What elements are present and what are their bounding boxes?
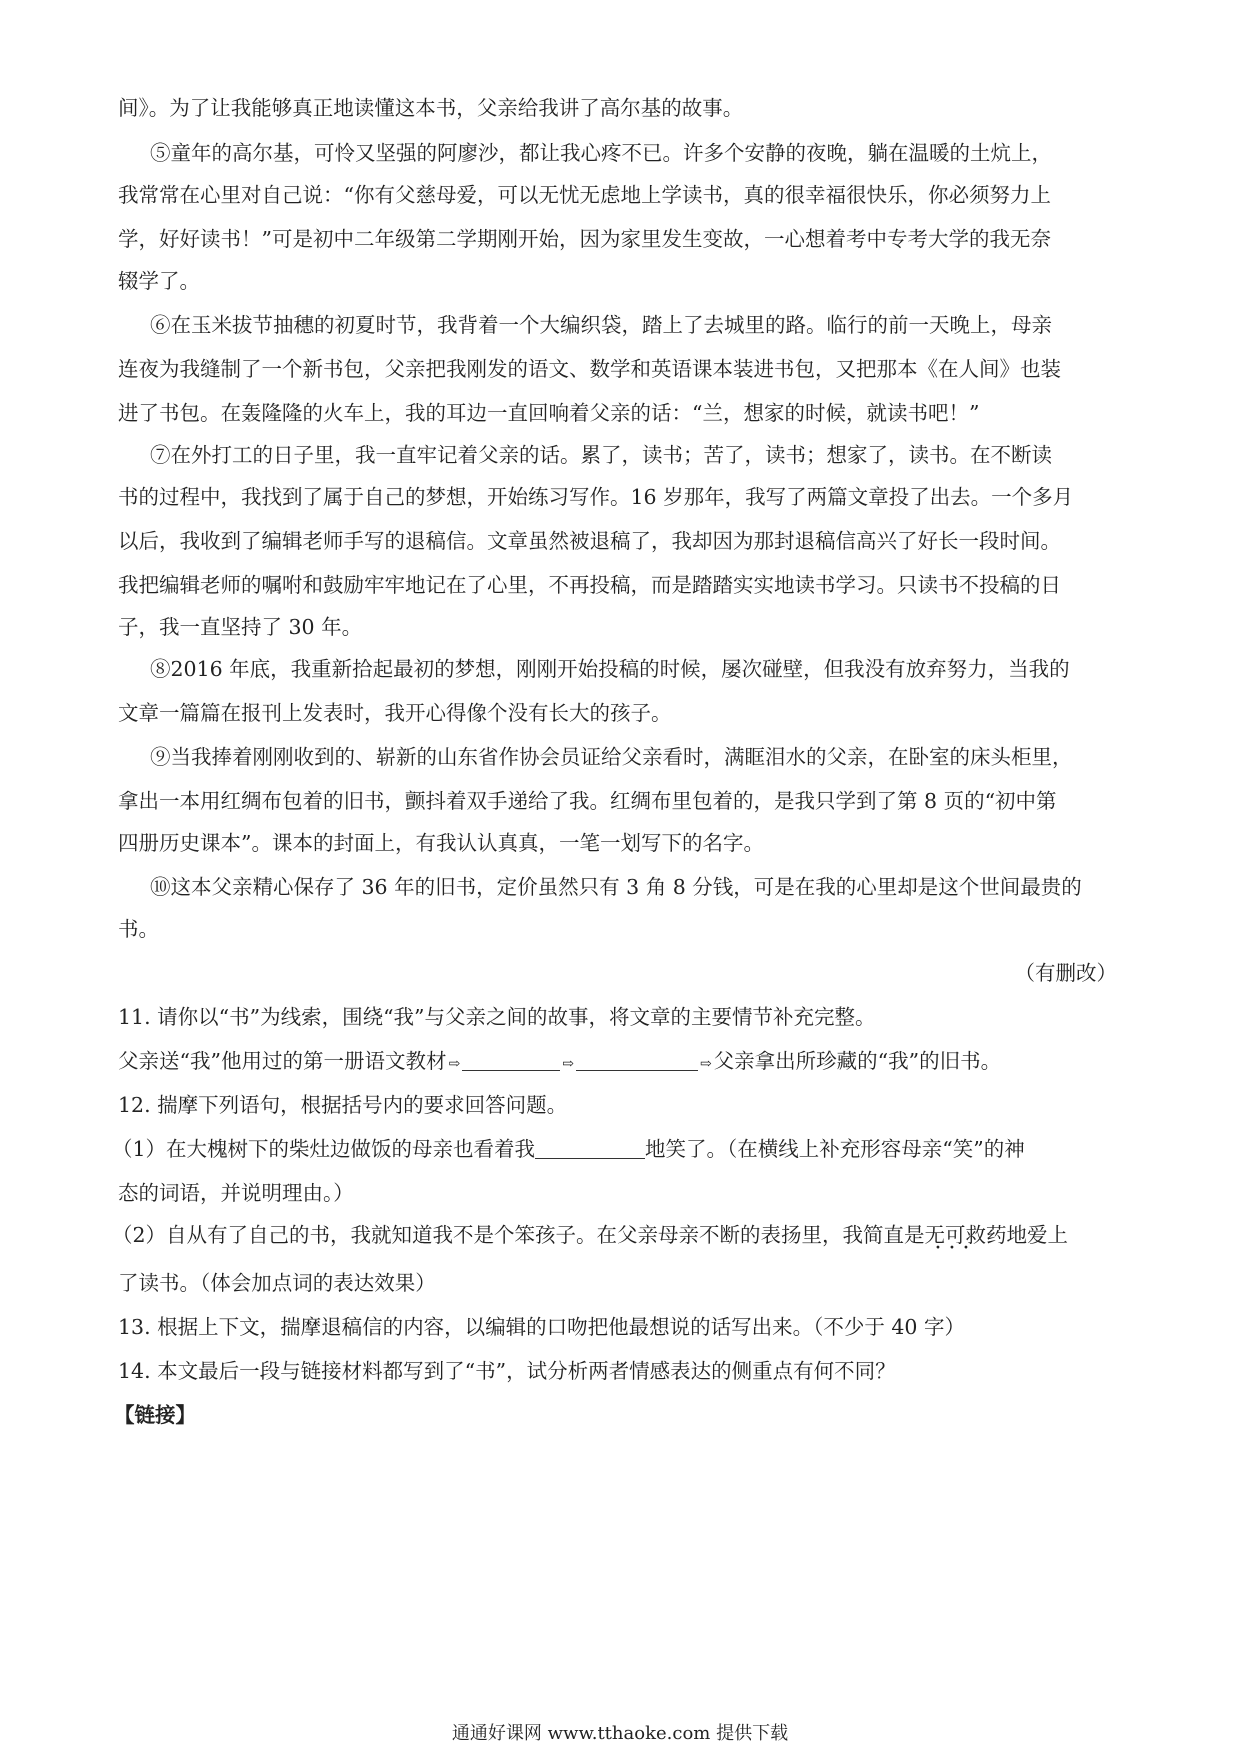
chain-end: 父亲拿出所珍藏的“我”的旧书。 — [713, 1049, 1002, 1073]
question-12-part-2-cont: 了读书。（体会加点词的表达效果） — [118, 1271, 436, 1295]
question-13: 13. 根据上下文，揣摩退稿信的内容，以编辑的口吻把他最想说的话写出来。（不少于 40 字） — [118, 1315, 965, 1339]
passage-line: 四册历史课本”。课本的封面上，有我认认真真，一笔一划写下的名字。 — [118, 831, 764, 855]
passage-line: 辍学了。 — [118, 269, 200, 293]
passage-line: 书。 — [118, 917, 159, 941]
passage-line: 进了书包。在轰隆隆的火车上，我的耳边一直回响着父亲的话：“兰，想家的时候，就读书吧！” — [118, 401, 980, 425]
part-2-text-a: （2）自从有了自己的书，我就知道我不是个笨孩子。在父亲母亲不断的表扬里，我简直是 — [112, 1223, 925, 1247]
question-12-part-1-cont: 态的词语，并说明理由。） — [118, 1181, 354, 1205]
passage-line: ⑥在玉米拔节抽穗的初夏时节，我背着一个大编织袋，踏上了去城里的路。临行的前一天晚上，母亲 — [150, 313, 1052, 337]
part-1-text-a: （1）在大槐树下的柴灶边做饭的母亲也看着我 — [112, 1137, 536, 1161]
passage-line: ⑤童年的高尔基，可怜又坚强的阿廖沙，都让我心疼不已。许多个安静的夜晚，躺在温暖的土炕上， — [150, 141, 1052, 165]
footer-credit: 通通好课网 www.tthaoke.com 提供下载 — [451, 1723, 789, 1744]
question-12-title: 12. 揣摩下列语句，根据括号内的要求回答问题。 — [118, 1093, 568, 1117]
chain-start: 父亲送“我”他用过的第一册语文教材 — [118, 1049, 447, 1073]
part-1-text-b: 地笑了。（在横线上补充形容母亲“笑”的神 — [645, 1137, 1025, 1161]
passage-line: 以后，我收到了编辑老师手写的退稿信。文章虽然被退稿了，我却因为那封退稿信高兴了好长一段时间。 — [118, 529, 1061, 553]
link-label: 【链接】 — [114, 1403, 196, 1427]
part-2-text-b: 地爱上 — [1006, 1223, 1069, 1247]
passage-line: 连夜为我缝制了一个新书包，父亲把我刚发的语文、数学和英语课本装进书包，又把那本《在人间》也装 — [118, 357, 1061, 381]
question-12-part-2 — [112, 1221, 1068, 1249]
passage-line: 我常常在心里对自己说：“你有父慈母爱，可以无忧无虑地上学读书，真的很幸福很快乐，你必须努力上 — [118, 183, 1051, 207]
answer-blank-2[interactable] — [576, 1050, 698, 1071]
passage-line: ⑨当我捧着刚刚收到的、崭新的山东省作协会员证给父亲看时，满眶泪水的父亲，在卧室的床头柜里， — [150, 745, 1073, 769]
question-14: 14. 本文最后一段与链接材料都写到了“书”，试分析两者情感表达的侧重点有何不同？ — [118, 1359, 896, 1383]
source-note: （有删改） — [1014, 961, 1117, 985]
passage-line: 我把编辑老师的嘱咐和鼓励牢牢地记在了心里，不再投稿，而是踏踏实实地读书学习。只读书不投稿的日 — [118, 573, 1061, 597]
passage-line: 书的过程中，我找到了属于自己的梦想，开始练习写作。16 岁那年，我写了两篇文章投了出去。一个多月 — [118, 485, 1074, 509]
question-12-part-1 — [112, 1135, 1025, 1163]
passage-line: 间》。为了让我能够真正地读懂这本书，父亲给我讲了高尔基的故事。 — [118, 96, 744, 120]
passage-line: 文章一篇篇在报刊上发表时，我开心得像个没有长大的孩子。 — [118, 701, 672, 725]
question-11-chain — [118, 1047, 1001, 1078]
question-11-title: 11. 请你以“书”为线索，围绕“我”与父亲之间的故事，将文章的主要情节补充完整。 — [118, 1005, 876, 1029]
dotted-emphasis-word: 无可救药 · · · — [925, 1223, 1007, 1247]
answer-blank-3[interactable] — [535, 1138, 645, 1159]
arrow-icon: ⇨ — [562, 1056, 574, 1072]
passage-line: ⑩这本父亲精心保存了 36 年的旧书，定价虽然只有 3 角 8 分钱，可是在我的心里却是这个世间最贵的 — [150, 875, 1082, 899]
arrow-icon: ⇨ — [448, 1056, 461, 1072]
passage-line: ⑦在外打工的日子里，我一直牢记着父亲的话。累了，读书；苦了，读书；想家了，读书。在不断读 — [150, 443, 1052, 467]
passage-line: ⑧2016 年底，我重新拾起最初的梦想，刚刚开始投稿的时候，屡次碰壁，但我没有放弃努力，当我的 — [150, 657, 1070, 681]
passage-line: 子，我一直坚持了 30 年。 — [118, 615, 363, 639]
arrow-icon: ⇨ — [699, 1056, 712, 1072]
passage-line: 学，好好读书！”可是初中二年级第二学期刚开始，因为家里发生变故，一心想着考中专考大学的我无奈 — [118, 227, 1051, 251]
answer-blank-1[interactable] — [462, 1050, 560, 1071]
passage-line: 拿出一本用红绸布包着的旧书，颤抖着双手递给了我。红绸布里包着的，是我只学到了第 8 页的“初中第 — [118, 789, 1057, 813]
